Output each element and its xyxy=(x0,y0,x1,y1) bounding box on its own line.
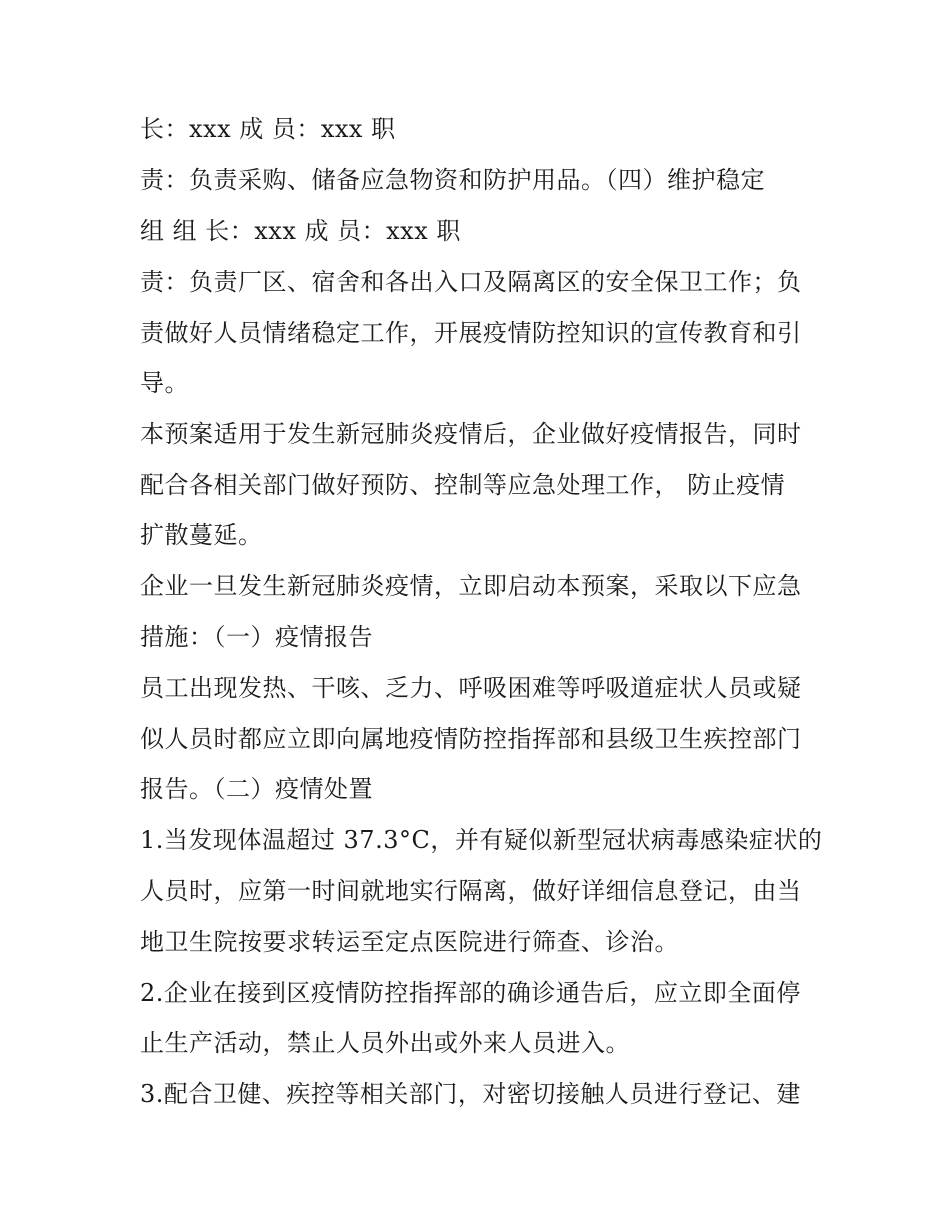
text-line-13: 似人员时都应立即向属地疫情防控指挥部和县级卫生疾控部门 xyxy=(140,725,802,753)
text-line-2: 责：负责采购、储备应急物资和防护用品。（四）维护稳定 xyxy=(140,166,765,194)
text-line-3: 组 组 长：xxx 成 员：xxx 职 xyxy=(140,217,461,245)
text-line-12: 员工出现发热、干咳、乏力、呼吸困难等呼吸道症状人员或疑 xyxy=(140,674,802,702)
text-line-16: 人员时，应第一时间就地实行隔离，做好详细信息登记，由当 xyxy=(140,877,802,905)
text-line-10: 企业一旦发生新冠肺炎疫情，立即启动本预案，采取以下应急 xyxy=(140,572,802,600)
text-line-14: 报告。（二）疫情处置 xyxy=(140,775,373,803)
text-line-20: 3.配合卫健、疾控等相关部门，对密切接触人员进行登记、建 xyxy=(140,1080,801,1108)
text-line-5: 责做好人员情绪稳定工作，开展疫情防控知识的宣传教育和引 xyxy=(140,319,802,347)
text-line-7: 本预案适用于发生新冠肺炎疫情后，企业做好疫情报告，同时 xyxy=(140,420,802,448)
text-line-18: 2.企业在接到区疫情防控指挥部的确诊通告后，应立即全面停 xyxy=(140,979,801,1007)
text-line-6: 导。 xyxy=(140,369,189,397)
text-line-4: 责：负责厂区、宿舍和各出入口及隔离区的安全保卫工作；负 xyxy=(140,268,802,296)
text-line-1: 长：xxx 成 员：xxx 职 xyxy=(140,115,396,143)
text-line-17: 地卫生院按要求转运至定点医院进行筛查、诊治。 xyxy=(140,928,679,956)
text-line-8: 配合各相关部门做好预防、控制等应急处理工作， 防止疫情 xyxy=(140,471,786,499)
text-line-9: 扩散蔓延。 xyxy=(140,521,263,549)
text-line-19: 止生产活动，禁止人员外出或外来人员进入。 xyxy=(140,1029,630,1057)
text-line-15: 1.当发现体温超过 37.3°C，并有疑似新型冠状病毒感染症状的 xyxy=(140,826,823,854)
text-line-11: 措施：（一）疫情报告 xyxy=(140,623,373,651)
